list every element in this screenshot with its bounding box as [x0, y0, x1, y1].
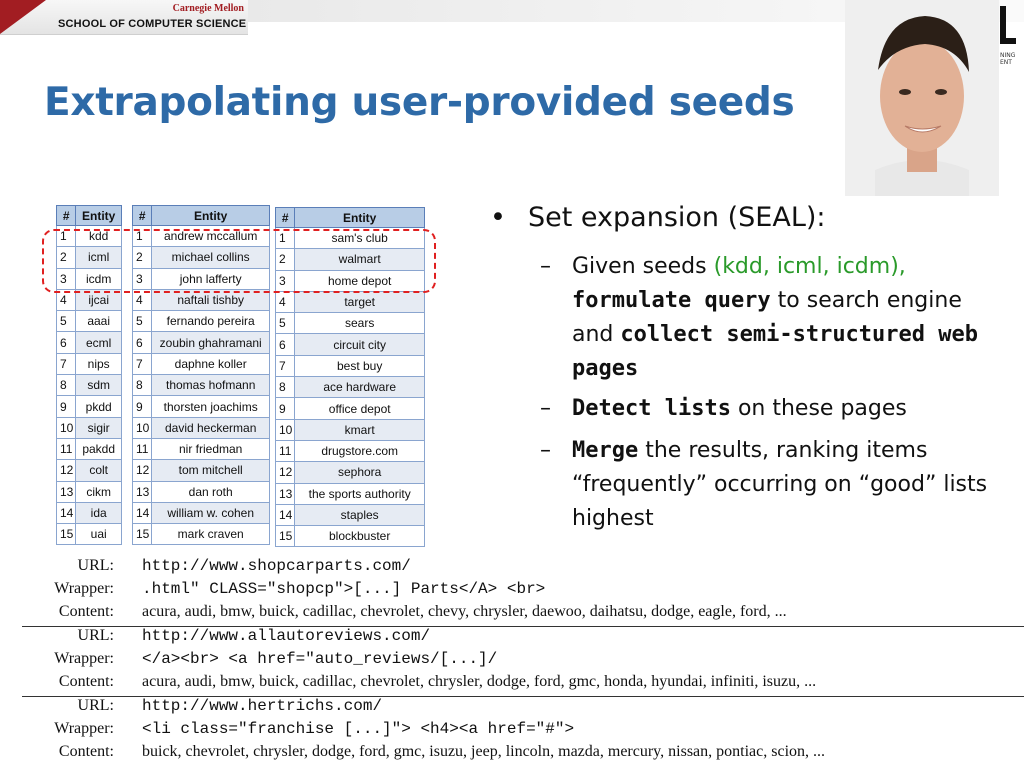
brand-logo — [998, 4, 1020, 74]
entity-cell: michael collins — [152, 247, 270, 268]
sub-bullet-text — [572, 250, 992, 386]
row-number: 5 — [57, 311, 76, 332]
text-given-seeds: Given seeds — [572, 254, 714, 279]
speaker-photo — [845, 0, 999, 196]
wrapper-value: .html" CLASS="shopcp">[...] Parts</A> <br> — [142, 580, 546, 598]
url-value: http://www.allautoreviews.com/ — [142, 627, 431, 645]
row-number: 13 — [57, 481, 76, 502]
entity-cell: sears — [295, 313, 425, 334]
university-name: Carnegie Mellon — [172, 3, 244, 14]
entity-cell: thomas hofmann — [152, 375, 270, 396]
row-number: 8 — [133, 375, 152, 396]
entity-cell: sdm — [76, 375, 122, 396]
entity-cell: thorsten joachims — [152, 396, 270, 417]
entity-cell: blockbuster — [295, 526, 425, 547]
row-number: 3 — [276, 270, 295, 291]
row-number: 6 — [133, 332, 152, 353]
portrait-image — [845, 0, 999, 196]
seed-highlight-box — [42, 229, 436, 293]
row-number: 10 — [133, 417, 152, 438]
example-url-row — [20, 557, 1024, 579]
sub-bullet-dash: – — [540, 396, 551, 421]
row-number: 2 — [57, 247, 76, 268]
text-to-search-engine: to search engine and — [572, 288, 962, 347]
entity-cell: ida — [76, 502, 122, 523]
row-number: 11 — [133, 438, 152, 459]
entity-cell: ijcai — [76, 289, 122, 310]
example-content-row — [20, 673, 1024, 695]
entity-cell: cikm — [76, 481, 122, 502]
text-detect-lists: Detect lists — [572, 396, 731, 421]
row-number: 4 — [57, 289, 76, 310]
entity-cell: fernando pereira — [152, 311, 270, 332]
col-header-number: # — [57, 206, 76, 226]
entity-cell: ace hardware — [295, 377, 425, 398]
url-label: URL: — [77, 697, 114, 714]
row-number: 15 — [57, 524, 76, 545]
content-value: acura, audi, bmw, buick, cadillac, chevrolet, chrysler, dodge, ford, gmc, honda, hyundai, infiniti, isuzu, ... — [142, 673, 817, 690]
entity-cell: mark craven — [152, 524, 270, 545]
entity-cell: home depot — [295, 270, 425, 291]
entity-cell: naftali tishby — [152, 289, 270, 310]
url-value: http://www.shopcarparts.com/ — [142, 557, 411, 575]
row-number: 10 — [276, 419, 295, 440]
sub-bullet-text — [572, 434, 992, 536]
entity-cell: dan roth — [152, 481, 270, 502]
row-number: 7 — [133, 353, 152, 374]
school-name: SCHOOL OF COMPUTER SCIENCE — [58, 18, 247, 30]
entity-cell: kdd — [76, 226, 122, 247]
bullet-dot: • — [490, 202, 506, 233]
text-merge: Merge — [572, 438, 639, 463]
header-red-wedge — [0, 0, 46, 34]
row-number: 6 — [276, 334, 295, 355]
entity-cell: target — [295, 291, 425, 312]
entity-cell: kmart — [295, 419, 425, 440]
content-label: Content: — [58, 673, 114, 690]
row-number: 3 — [133, 268, 152, 289]
entity-cell: the sports authority — [295, 483, 425, 504]
col-header-number: # — [133, 206, 152, 226]
row-number: 13 — [276, 483, 295, 504]
text-seed-list: (kdd, icml, icdm), — [713, 254, 906, 279]
entity-cell: icdm — [76, 268, 122, 289]
bullet-text: Set expansion (SEAL): — [528, 202, 826, 233]
slide-title: Extrapolating user-provided seeds — [44, 80, 795, 125]
entity-cell: icml — [76, 247, 122, 268]
example-block-2 — [20, 627, 1024, 697]
text-formulate-query: formulate query — [572, 288, 771, 313]
entity-cell: walmart — [295, 249, 425, 270]
row-number: 9 — [276, 398, 295, 419]
sub-bullet-dash: – — [540, 254, 551, 279]
example-wrapper-row — [20, 720, 1024, 742]
entity-cell: drugstore.com — [295, 440, 425, 461]
wrapper-label: Wrapper: — [54, 720, 114, 737]
entity-cell: tom mitchell — [152, 460, 270, 481]
wrapper-value: <li class="franchise [...]"> <h4><a href="#"> — [142, 720, 575, 738]
row-number: 13 — [133, 481, 152, 502]
wrapper-value: </a><br> <a href="auto_reviews/[...]/ — [142, 650, 498, 668]
entity-cell: pkdd — [76, 396, 122, 417]
row-number: 6 — [57, 332, 76, 353]
row-number: 3 — [57, 268, 76, 289]
logo-mark-foot — [1000, 38, 1016, 44]
content-value: acura, audi, bmw, buick, cadillac, chevrolet, chevy, chrysler, daewoo, daihatsu, dodge, eagle, ford, ... — [142, 603, 787, 620]
row-number: 5 — [133, 311, 152, 332]
row-number: 12 — [57, 460, 76, 481]
row-number: 11 — [57, 438, 76, 459]
logo-text: NING ENT — [1000, 52, 1016, 66]
entity-cell: circuit city — [295, 334, 425, 355]
example-content-row — [20, 743, 1024, 765]
text-on-pages: on these pages — [730, 396, 907, 421]
row-number: 8 — [57, 375, 76, 396]
row-number: 14 — [133, 502, 152, 523]
sub-bullet-dash: – — [540, 438, 551, 463]
example-wrapper-row — [20, 580, 1024, 602]
row-number: 9 — [133, 396, 152, 417]
row-number: 2 — [133, 247, 152, 268]
example-block-1 — [20, 557, 1024, 627]
row-number: 14 — [276, 504, 295, 525]
row-number: 11 — [276, 440, 295, 461]
row-number: 2 — [276, 249, 295, 270]
entity-cell: sigir — [76, 417, 122, 438]
content-label: Content: — [58, 743, 114, 760]
example-wrapper-row — [20, 650, 1024, 672]
entity-cell: sam's club — [295, 228, 425, 249]
entity-cell: nips — [76, 353, 122, 374]
entity-cell: staples — [295, 504, 425, 525]
entity-cell: aaai — [76, 311, 122, 332]
row-number: 12 — [133, 460, 152, 481]
row-number: 5 — [276, 313, 295, 334]
entity-cell: david heckerman — [152, 417, 270, 438]
entity-cell: pakdd — [76, 438, 122, 459]
entity-cell: nir friedman — [152, 438, 270, 459]
row-number: 8 — [276, 377, 295, 398]
wrapper-label: Wrapper: — [54, 580, 114, 597]
row-number: 14 — [57, 502, 76, 523]
content-value: buick, chevrolet, chrysler, dodge, ford, gmc, isuzu, jeep, lincoln, mazda, mercury, nissan, pontiac, scion, ... — [142, 743, 826, 760]
entity-cell: uai — [76, 524, 122, 545]
url-label: URL: — [77, 557, 114, 574]
text-merge-desc: the results, ranking items “frequently” occurring on “good” lists highest — [572, 438, 988, 531]
url-label: URL: — [77, 627, 114, 644]
col-header-entity: Entity — [152, 206, 270, 226]
wrapper-label: Wrapper: — [54, 650, 114, 667]
row-number: 4 — [276, 291, 295, 312]
university-header-bar — [0, 0, 248, 35]
row-number: 15 — [276, 526, 295, 547]
example-url-row — [20, 697, 1024, 719]
row-number: 4 — [133, 289, 152, 310]
content-label: Content: — [58, 603, 114, 620]
row-number: 9 — [57, 396, 76, 417]
example-content-row — [20, 603, 1024, 625]
entity-cell: office depot — [295, 398, 425, 419]
row-number: 1 — [133, 226, 152, 247]
entity-cell: ecml — [76, 332, 122, 353]
entity-cell: john lafferty — [152, 268, 270, 289]
url-value: http://www.hertrichs.com/ — [142, 697, 383, 715]
sub-bullet-text — [572, 392, 992, 426]
entity-cell: zoubin ghahramani — [152, 332, 270, 353]
text-collect-pages: collect semi-structured web pages — [572, 322, 979, 381]
col-header-entity: Entity — [76, 206, 122, 226]
col-header-number: # — [276, 208, 295, 228]
example-block-3 — [20, 697, 1024, 767]
entity-cell: sephora — [295, 462, 425, 483]
entity-cell: daphne koller — [152, 353, 270, 374]
row-number: 7 — [57, 353, 76, 374]
row-number: 1 — [57, 226, 76, 247]
entity-cell: andrew mccallum — [152, 226, 270, 247]
row-number: 15 — [133, 524, 152, 545]
col-header-entity: Entity — [295, 208, 425, 228]
entity-cell: william w. cohen — [152, 502, 270, 523]
entity-cell: best buy — [295, 355, 425, 376]
example-url-row — [20, 627, 1024, 649]
row-number: 1 — [276, 228, 295, 249]
row-number: 7 — [276, 355, 295, 376]
row-number: 10 — [57, 417, 76, 438]
row-number: 12 — [276, 462, 295, 483]
entity-cell: colt — [76, 460, 122, 481]
